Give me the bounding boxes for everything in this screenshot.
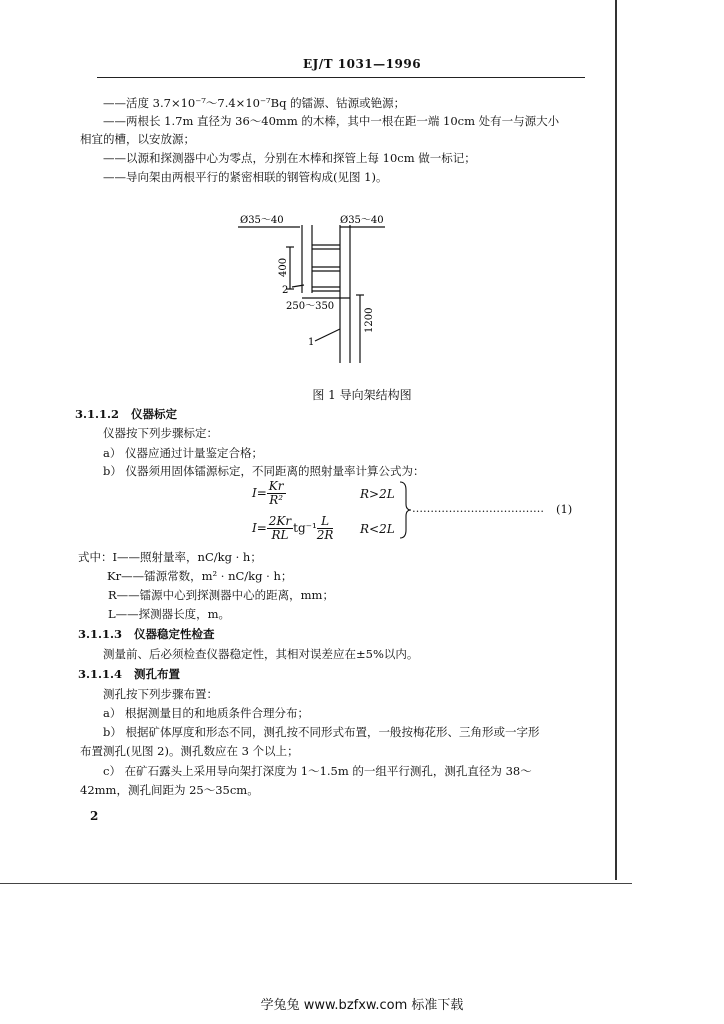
dim-left-label: Ø35～40 <box>240 215 284 226</box>
site-footer-link[interactable]: 学兔兔 www.bzfxw.com 标准下载 <box>260 998 464 1013</box>
body-line-2: ——两根长 1.7m 直径为 36～40mm 的木棒，其中一根在距一端 10cm 处有一与源大小 <box>103 114 560 128</box>
body-line-1: ——活度 3.7×10⁻⁷～7.4×10⁻⁷Bq 的镭源、钴源或铯源； <box>103 96 406 110</box>
section-3112-item-a: a） 仪器应通过计量鉴定合格； <box>103 446 264 460</box>
formula-num-1: Kr <box>268 479 284 493</box>
formula-fraction-1 <box>267 480 286 507</box>
header-rule <box>97 77 585 78</box>
where-line-4: L——探测器长度，m。 <box>108 607 231 621</box>
formula-equation-number: (1) <box>556 502 573 516</box>
formula-fraction-2 <box>267 515 293 542</box>
section-3114-item-b-line1: b） 根据矿体厚度和形态不同，测孔按不同形式布置，一般按梅花形、三角形或一字形 <box>103 725 540 739</box>
formula-lhs-2: I= <box>252 521 267 535</box>
formula-condition-2: R<2L <box>360 522 395 536</box>
where-line-3: R——镭源中心到探测器中心的距离，mm； <box>108 588 334 602</box>
section-3114-intro: 测孔按下列步骤布置： <box>103 687 218 701</box>
where-line-2: Kr——镭源常数，m² · nC/kg · h； <box>107 569 293 583</box>
section-3112-title: 仪器标定 <box>131 407 178 421</box>
formula-row-2 <box>252 515 333 542</box>
part-label-1: 1 <box>308 337 315 348</box>
section-3114-item-c-line2: 42mm，测孔间距为 25～35cm。 <box>80 783 259 797</box>
body-line-4: ——以源和探测器中心为零点，分别在木棒和探管上每 10cm 做一标记； <box>103 151 476 165</box>
formula-condition-1: R>2L <box>360 487 395 501</box>
formula-arctan: tg⁻¹ <box>293 521 317 535</box>
formula-den-2: RL <box>271 528 289 542</box>
section-3113-text: 测量前、后必须检查仪器稳定性，其相对误差应在±5%以内。 <box>103 647 419 661</box>
formula-num-2: 2Kr <box>268 514 292 528</box>
section-3112-item-b: b） 仪器须用固体镭源标定，不同距离的照射量率计算公式为： <box>103 464 425 478</box>
section-3113-heading <box>78 625 215 643</box>
formula-lhs-1: I= <box>252 486 267 500</box>
section-3112-heading <box>75 405 177 423</box>
standard-code-header: EJ/T 1031—1996 <box>302 57 422 71</box>
section-3113-title: 仪器稳定性检查 <box>134 627 215 641</box>
section-3114-heading <box>78 665 180 683</box>
dim-right-label: Ø35～40 <box>340 215 384 226</box>
formula-den-1: R² <box>269 493 284 507</box>
section-3114-item-a: a） 根据测量目的和地质条件合理分布； <box>103 706 310 720</box>
section-3113-number: 3.1.1.3 <box>78 627 123 641</box>
formula-brace-icon <box>398 480 412 540</box>
guide-frame-figure <box>220 205 400 375</box>
formula-row-1 <box>252 480 286 507</box>
figure-1-caption: 图 1 导向架结构图 <box>312 388 412 402</box>
section-3112-intro: 仪器按下列步骤标定： <box>103 426 218 440</box>
page-edge-line <box>615 0 617 880</box>
part-label-2: 2 <box>282 285 289 296</box>
footer-rule <box>0 883 632 884</box>
body-line-5: ——导向架由两根平行的紧密相联的钢管构成(见图 1)。 <box>103 170 388 184</box>
body-line-3: 相宜的槽，以安放源； <box>80 132 195 146</box>
section-3112-number: 3.1.1.2 <box>75 407 120 421</box>
where-line-1: 式中：I——照射量率，nC/kg · h； <box>78 550 262 564</box>
page-number: 2 <box>90 809 99 823</box>
section-3114-item-b-line2: 布置测孔(见图 2)。测孔数应在 3 个以上； <box>80 744 299 758</box>
section-3114-number: 3.1.1.4 <box>78 667 123 681</box>
formula-den-3: 2R <box>316 528 334 542</box>
section-3114-title: 测孔布置 <box>134 667 181 681</box>
dim-1200-label: 1200 <box>364 307 375 333</box>
dim-spacing-label: 250～350 <box>286 301 335 312</box>
section-3114-item-c-line1: c） 在矿石露头上采用导向架打深度为 1～1.5m 的一组平行测孔，测孔直径为 38～ <box>103 764 532 778</box>
formula-leader-dots: ……………………………… <box>412 502 544 515</box>
dim-400-label: 400 <box>278 257 289 277</box>
leader-1 <box>315 329 340 341</box>
formula-num-3: L <box>317 515 334 529</box>
formula-fraction-3 <box>317 515 334 542</box>
